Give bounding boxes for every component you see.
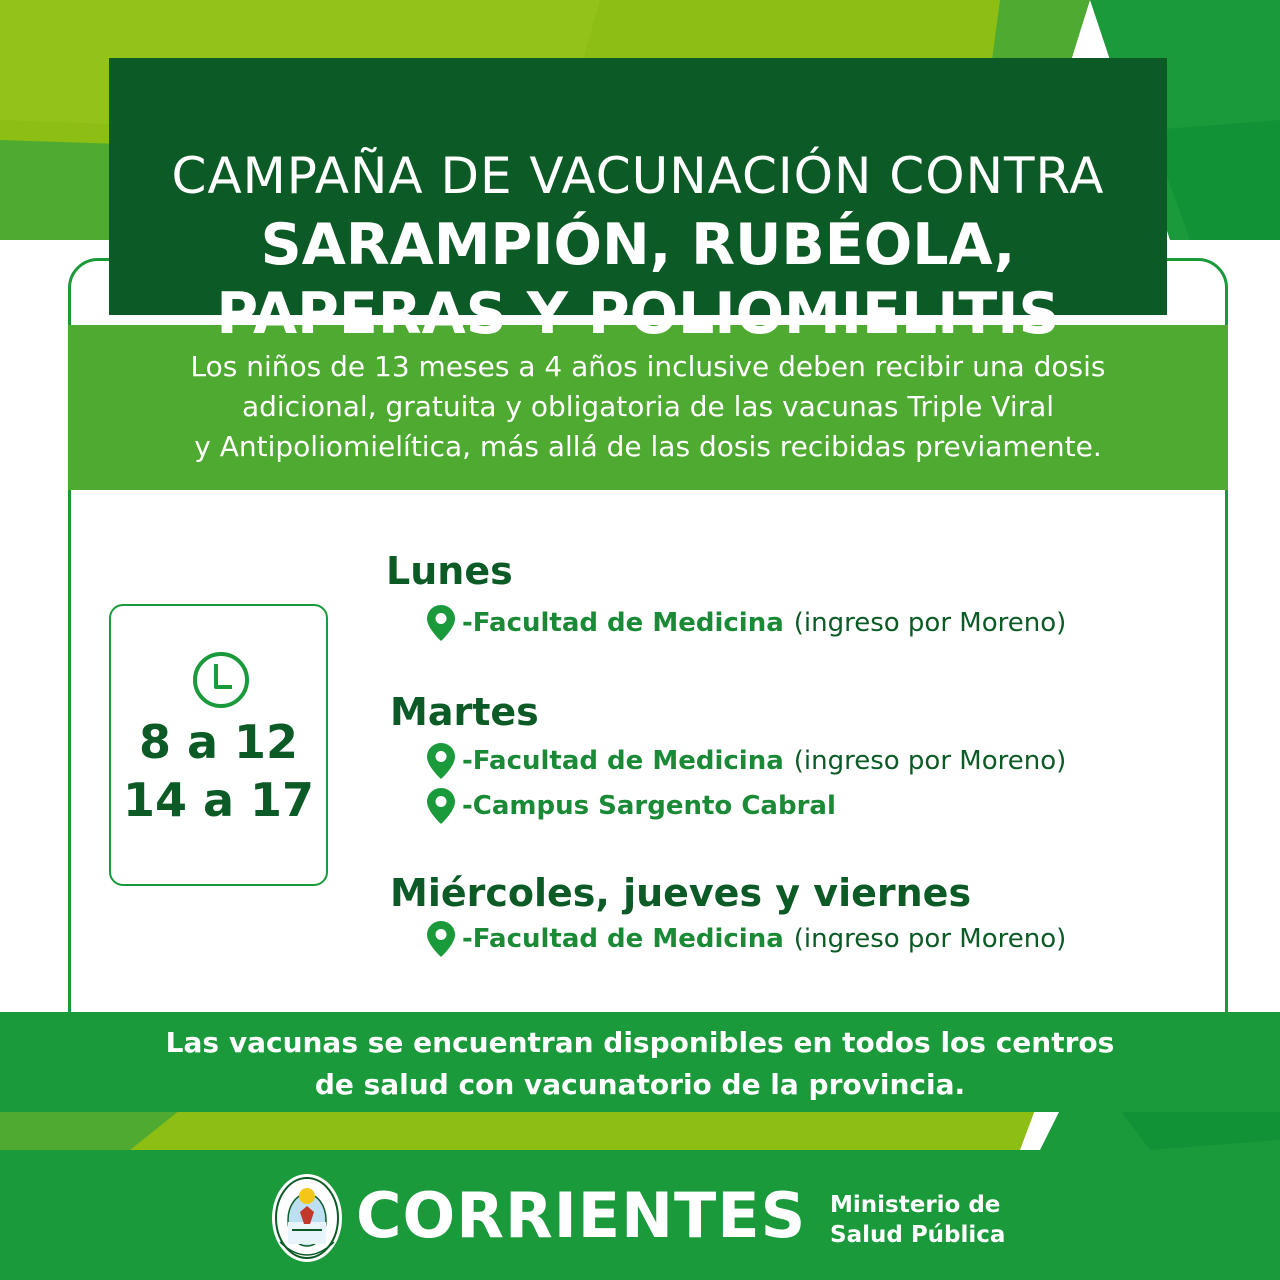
location-place: -Campus Sargento Cabral xyxy=(462,791,836,821)
ministry-label xyxy=(830,1190,1005,1250)
title-line-2: SARAMPIÓN, RUBÉOLA, xyxy=(260,212,1016,278)
ministry-line-1: Ministerio de xyxy=(830,1192,1001,1218)
location-item xyxy=(426,920,1066,958)
location-item xyxy=(426,787,836,825)
intro-line-1: Los niños de 13 meses a 4 años inclusive deben recibir una dosis xyxy=(190,350,1106,383)
intro-band xyxy=(68,325,1228,490)
intro-line-2: adicional, gratuita y obligatoria de las vacunas Triple Viral xyxy=(241,390,1055,423)
hours-range-1: 8 a 12 xyxy=(138,715,299,769)
location-item xyxy=(426,742,1066,780)
hours-box xyxy=(109,604,328,886)
location-place: -Facultad de Medicina xyxy=(462,924,784,954)
location-note: (ingreso por Moreno) xyxy=(793,746,1067,776)
day-martes: Martes xyxy=(390,690,539,734)
location-item xyxy=(426,604,1066,642)
brand-name: CORRIENTES xyxy=(356,1179,807,1252)
availability-band xyxy=(0,1012,1280,1112)
title-line-3: PAPERAS Y POLIOMIELITIS xyxy=(216,281,1060,347)
day-lunes: Lunes xyxy=(386,549,513,593)
availability-line-2: de salud con vacunatorio de la provincia. xyxy=(314,1068,966,1101)
ministry-line-2: Salud Pública xyxy=(830,1222,1006,1248)
location-pin-icon xyxy=(426,787,456,825)
location-place: -Facultad de Medicina xyxy=(462,746,784,776)
location-pin-icon xyxy=(426,920,456,958)
location-place: -Facultad de Medicina xyxy=(462,608,784,638)
clock-icon xyxy=(191,650,251,710)
title-banner xyxy=(109,58,1167,347)
intro-line-3: y Antipoliomielítica, más allá de las dosis recibidas previamente. xyxy=(194,430,1102,463)
location-note: (ingreso por Moreno) xyxy=(793,608,1067,638)
location-note: (ingreso por Moreno) xyxy=(793,924,1067,954)
day-miercoles-jueves-viernes: Miércoles, jueves y viernes xyxy=(390,871,972,915)
location-pin-icon xyxy=(426,604,456,642)
hours-range-2: 14 a 17 xyxy=(122,773,315,827)
title-line-1: CAMPAÑA DE VACUNACIÓN CONTRA xyxy=(171,147,1105,205)
location-pin-icon xyxy=(426,742,456,780)
availability-line-1: Las vacunas se encuentran disponibles en todos los centros xyxy=(165,1026,1115,1059)
provincial-seal-logo xyxy=(270,1172,344,1264)
